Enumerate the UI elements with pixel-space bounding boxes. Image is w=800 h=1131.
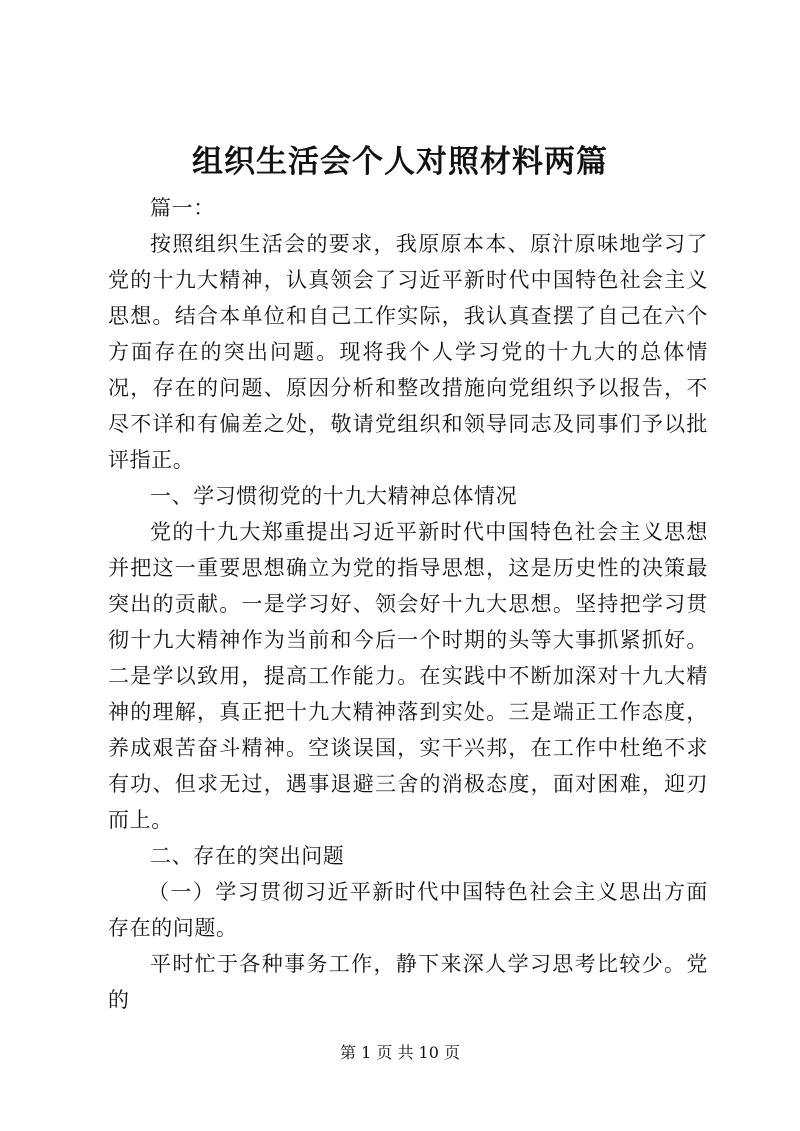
- document-title: 组织生活会个人对照材料两篇: [192, 144, 608, 180]
- body-paragraph: 党的十九大郑重提出习近平新时代中国特色社会主义思想并把这一重要思想确立为党的指导思想，这是历史性的决策最突出的贡献。一是学习好、领会好十九大思想。坚持把学习贯彻十九大精神作为当前和今后一个时期的头等大事抓紧抓好。二是学以致用，提高工作能力。在实践中不断加深对十九大精神的理解，真正把十九大精神落到实处。三是端正工作态度，养成艰苦奋斗精神。空谈误国，实干兴邦，在工作中杜绝不求有功、但求无过，遇事退避三舍的消极态度，面对困难，迎刃而上。: [108, 520, 708, 832]
- subheading-one: （一）学习贯彻习近平新时代中国特色社会主义思出方面存在的问题。: [108, 880, 708, 940]
- document-body: [108, 190, 708, 1018]
- intro-paragraph: 按照组织生活会的要求，我原原本本、原汁原味地学习了党的十九大精神，认真领会了习近平新时代中国特色社会主义思想。结合本单位和自己工作实际，我认真查摆了自己在六个方面存在的突出问题。现将我个人学习党的十九大的总体情况，存在的问题、原因分析和整改措施向党组织予以报告，不尽不详和有偏差之处，敬请党组织和领导同志及同事们予以批评指正。: [108, 232, 708, 472]
- heading-one: 一、学习惯彻党的十九大精神总体情况: [150, 484, 518, 508]
- section-label: 篇一：: [150, 196, 215, 220]
- body-paragraph-continued: 平时忙于各种事务工作，静下来深人学习思考比较少。党的: [108, 952, 708, 1012]
- page-footer: 第 1 页 共 10 页: [340, 1043, 460, 1062]
- heading-two: 二、存在的突出问题: [150, 844, 345, 868]
